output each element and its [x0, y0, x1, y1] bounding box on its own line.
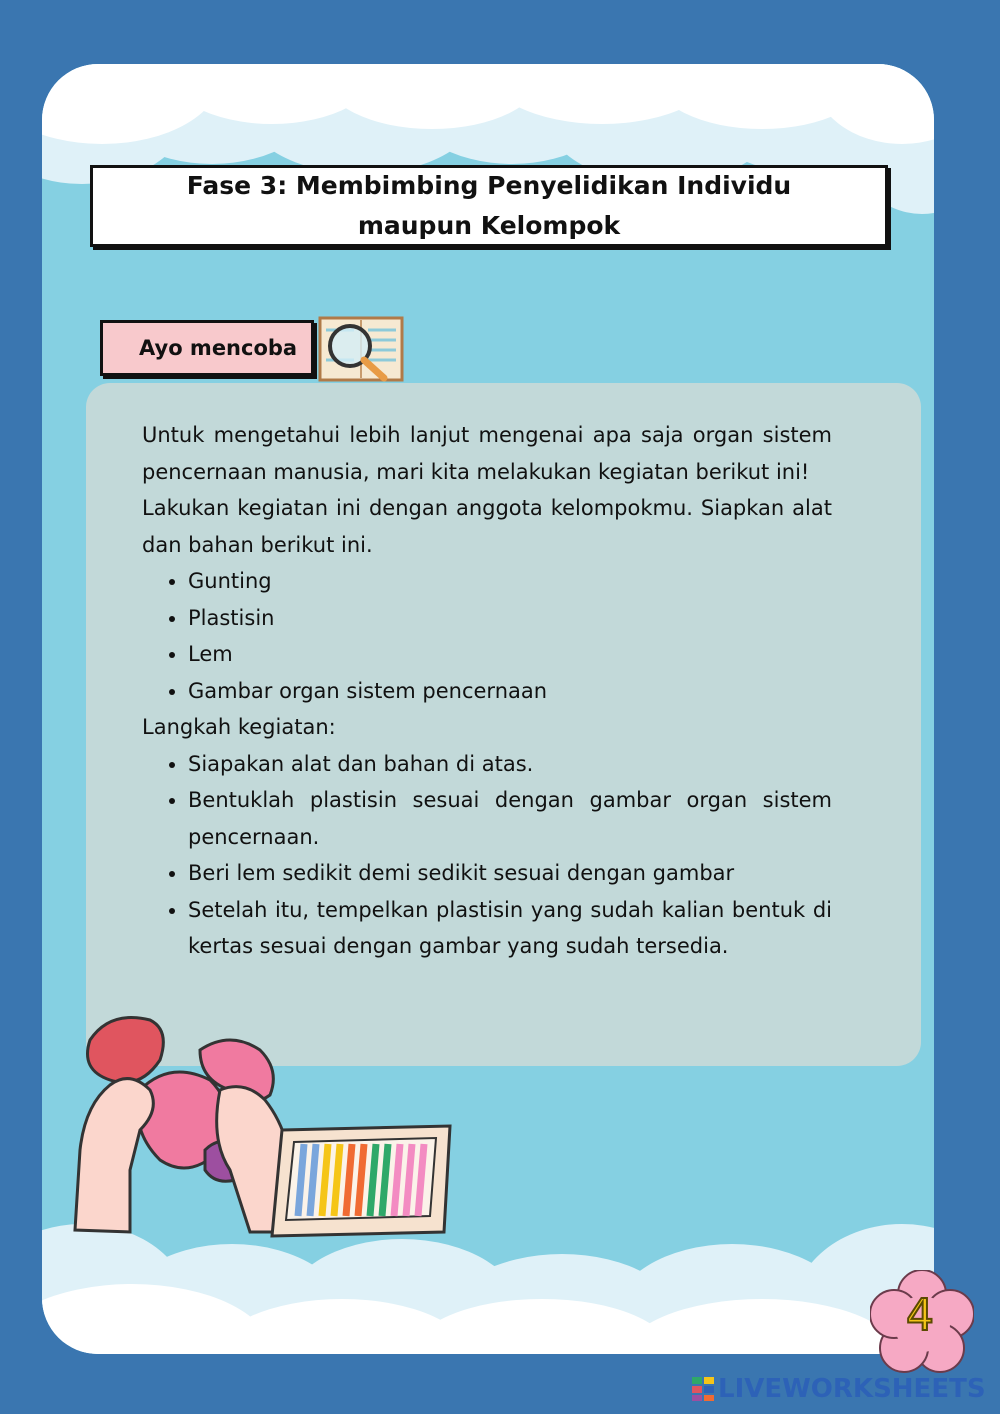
- list-item: • Lem: [188, 636, 832, 673]
- section-tag-label: Ayo mencoba: [139, 336, 298, 360]
- steps-heading: Langkah kegiatan:: [142, 715, 336, 739]
- page-number: 4: [906, 1290, 934, 1341]
- steps-list: [142, 746, 832, 965]
- page-title-line-2: maupun Kelompok: [357, 211, 621, 240]
- list-item: • Beri lem sedikit demi sedikit sesuai dengan gambar: [188, 855, 832, 892]
- magnifier-book-icon: [318, 316, 404, 382]
- activity-content-box: [86, 383, 921, 1066]
- materials-list: [142, 563, 832, 709]
- list-item: • Setelah itu, tempelkan plastisin yang sudah kalian bentuk di kertas sesuai dengan gambar yang sudah tersedia.: [188, 892, 832, 965]
- list-item: • Bentuklah plastisin sesuai dengan gambar organ sistem pencernaan.: [188, 782, 832, 855]
- liveworksheets-brand: LIVEWORKSHEETS: [718, 1374, 986, 1404]
- liveworksheets-grid-icon: [692, 1377, 714, 1401]
- page-title-line-1: Fase 3: Membimbing Penyelidikan Individu: [186, 171, 792, 200]
- list-item: • Plastisin: [188, 600, 832, 637]
- liveworksheets-logo[interactable]: [692, 1372, 986, 1406]
- section-tag: [100, 320, 314, 376]
- list-item: • Gunting: [188, 563, 832, 600]
- list-item: • Gambar organ sistem pencernaan: [188, 673, 832, 710]
- list-item: • Siapakan alat dan bahan di atas.: [188, 746, 832, 783]
- page-title: [90, 165, 888, 247]
- crayon-box-icon: [268, 1120, 458, 1240]
- intro-text: Untuk mengetahui lebih lanjut mengenai apa saja organ sistem pencernaan manusia, mari kita melakukan kegiatan berikut ini!: [142, 423, 832, 484]
- instruction-text: Lakukan kegiatan ini dengan anggota kelompokmu. Siapkan alat dan bahan berikut ini.: [142, 496, 832, 557]
